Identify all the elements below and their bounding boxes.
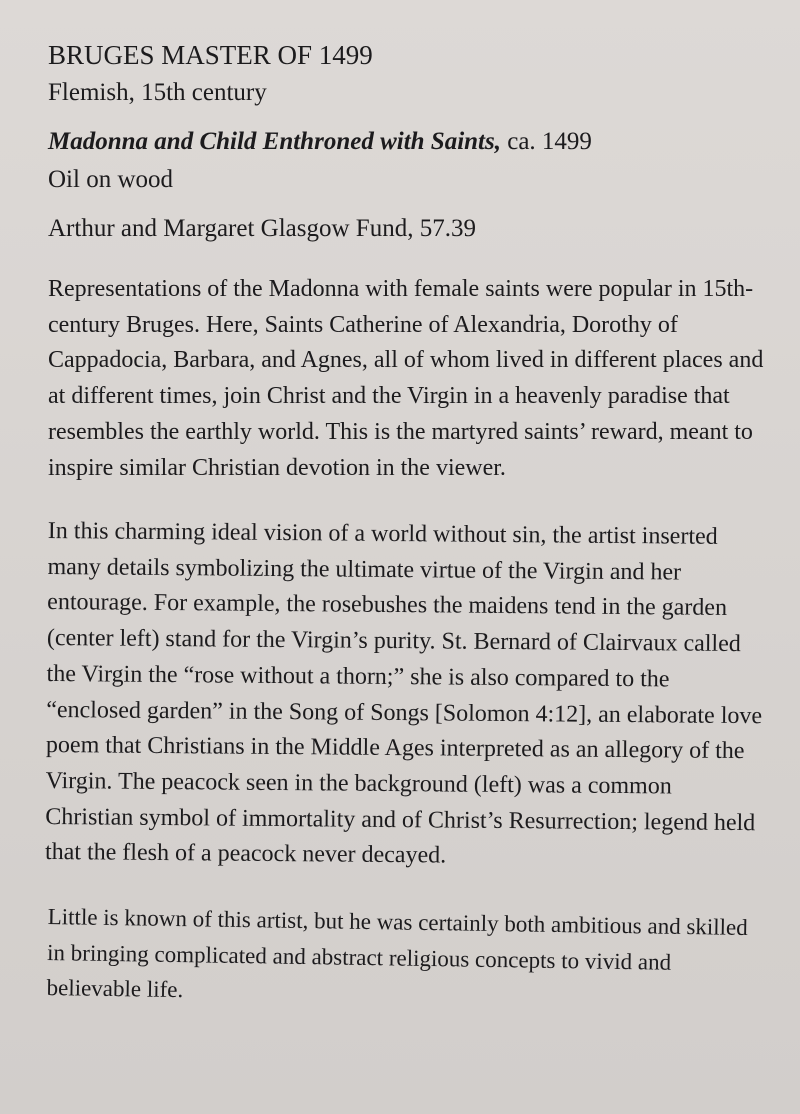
- artwork-title: Madonna and Child Enthroned with Saints,: [48, 128, 501, 155]
- artwork-title-line: [48, 125, 778, 159]
- paragraph-1: Representations of the Madonna with female saints were popular in 15th-century Bruges. Here, Saints Catherine of Alexandria, Dorothy of Cappadocia, Barbara, and Agnes, all of whom lived in different places and at different times, join Christ and the Virgin in a heavenly paradise that resembles the earthly world. This is the martyred saints’ reward, meant to inspire similar Christian devotion in the viewer.: [48, 276, 764, 481]
- label-body: [44, 272, 768, 1034]
- artwork-date: ca. 1499: [507, 128, 592, 155]
- artist-origin: Flemish, 15th century: [48, 79, 267, 106]
- artist-name: BRUGES MASTER OF 1499: [48, 40, 373, 70]
- artwork-medium: Oil on wood: [48, 166, 173, 193]
- label-header: [48, 38, 778, 246]
- paragraph-2: In this charming ideal vision of a world without sin, the artist inserted many details symbolizing the ultimate virtue of the Virgin and her entourage. For example, the rosebushes the maidens tend in the garden (center left) stand for the Virgin’s purity. St. Bernard of Clairvaux called the Virgin the “rose without a thorn;” she is also compared to the “enclosed garden” in the Song of Songs [Solomon 4:12], an elaborate love poem that Christians in the Middle Ages interpreted as an allegory of the Virgin. The peacock seen in the background (left) was a common Christian symbol of immortality and of Christ’s Resurrection; legend held that the flesh of a peacock never decayed.: [44, 518, 763, 870]
- credit-line: Arthur and Margaret Glasgow Fund, 57.39: [48, 215, 476, 242]
- paragraph-3: Little is known of this artist, but he was certainly both ambitious and skilled in bringing complicated and abstract religious concepts to vivid and believable life.: [46, 904, 748, 1003]
